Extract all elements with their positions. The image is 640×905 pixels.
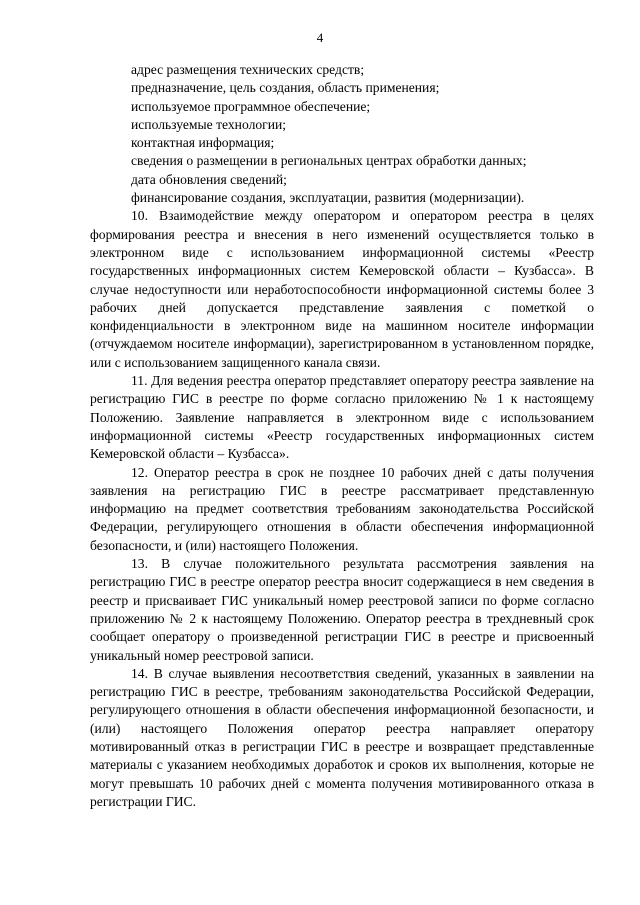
paragraph-13: 13. В случае положительного результата рассмотрения заявления на регистрацию ГИС в реестре оператор реестра вносит содержащиеся в нем сведения в реестр и присваивает ГИС уникальный номер реестровой записи по форме согласно приложению № 2 к настоящему Положению. Оператор реестра в трехдневный срок сообщает оператору о произведенной регистрации ГИС в реестре и присвоенный уникальный номер реестровой записи.: [90, 556, 594, 663]
details-list: [90, 61, 594, 207]
page-number: 4: [316, 30, 324, 45]
paragraph-10: 10. Взаимодействие между оператором и оператором реестра в целях формирования реестра и внесения в него изменений осуществляется только в электронном виде с использованием информационной системы «Реестр государственных информационных систем Кемеровской области – Кузбасса». В случае недоступности или неработоспособности информационной системы более 3 рабочих дней допускается представление заявления с пометкой о конфиденциальности в электронном виде на машинном носителе информации (отчуждаемом носителе информации), зарегистрированном в установленном порядке, или с использованием защищенного канала связи.: [90, 208, 594, 370]
list-item: контактная информация;: [131, 135, 275, 151]
list-item: предназначение, цель создания, область применения;: [131, 80, 440, 96]
list-item: финансирование создания, эксплуатации, развития (модернизации).: [131, 190, 525, 206]
list-item: адрес размещения технических средств;: [131, 62, 365, 77]
list-item: используемые технологии;: [131, 116, 287, 132]
list-item: сведения о размещении в региональных центрах обработки данных;: [131, 153, 527, 169]
list-item: используемое программное обеспечение;: [131, 98, 371, 114]
list-item: дата обновления сведений;: [131, 171, 287, 187]
paragraph-12: 12. Оператор реестра в срок не позднее 10 рабочих дней с даты получения заявления на регистрацию ГИС в реестре рассматривает представленную информацию на предмет соответствия требованиям законодательства Российской Федерации, регулирующего отношения в области обеспечения информационной безопасности, и (или) настоящего Положения.: [90, 464, 594, 553]
paragraph-14: 14. В случае выявления несоответствия сведений, указанных в заявлении на регистрацию ГИС в реестре, требованиям законодательства Российской Федерации, регулирующего отношения в области обеспечения информационной безопасности, и (или) настоящего Положения оператор реестра направляет оператору мотивированный отказ в регистрации ГИС в реестре и возвращает представленные материалы с указанием необходимых доработок и сроков их выполнения, которые не могут превышать 10 рабочих дней с момента получения мотивированного отказа в регистрации ГИС.: [90, 665, 594, 809]
document-body: [90, 61, 594, 811]
paragraph-11: 11. Для ведения реестра оператор представляет оператору реестра заявление на регистрацию ГИС в реестре по форме согласно приложению № 1 к настоящему Положению. Заявление направляется в электронном виде с использованием информационной системы «Реестр государственных информационных систем Кемеровской области – Кузбасса».: [90, 373, 594, 462]
